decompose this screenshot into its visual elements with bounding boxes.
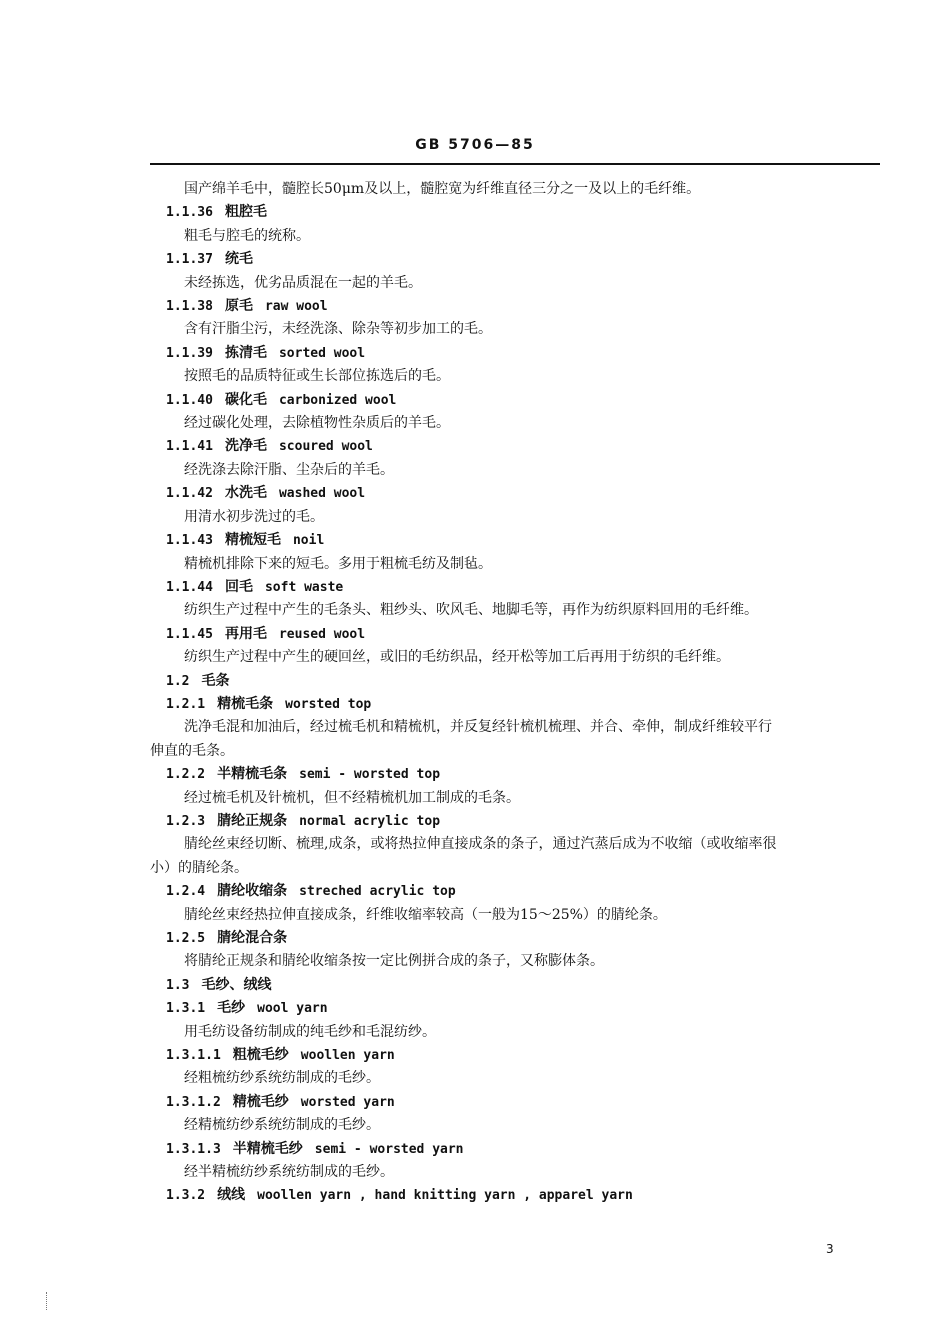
- term-chinese: 半精梳毛纱: [232, 1140, 303, 1157]
- term-chinese: 精梳毛条: [217, 695, 274, 712]
- definition-text: 纺织生产过程中产生的毛条头、粗纱头、吹风毛、地脚毛等，再作为纺织原料回用的毛纤维。: [184, 602, 758, 619]
- definition-text: 腈纶丝束经切断、梳理,成条，或将热拉伸直接成条的条子，通过汽蒸后成为不收缩（或收缩率很: [184, 836, 777, 853]
- term-number: 1.1.40: [166, 392, 213, 408]
- term-number: 1.3.2: [166, 1188, 206, 1204]
- term-heading: [150, 295, 880, 318]
- term-chinese: 回毛: [224, 578, 253, 595]
- term-english: washed wool: [278, 486, 366, 502]
- term-english: reused wool: [278, 626, 366, 642]
- term-english: streched acrylic top: [299, 884, 456, 900]
- term-number: 1.1.39: [166, 345, 213, 361]
- term-heading: [150, 1044, 880, 1067]
- term-english: semi - worsted yarn: [314, 1141, 464, 1157]
- term-number: 1.1.36: [166, 205, 213, 221]
- definition-text: 未经拣选，优劣品质混在一起的羊毛。: [184, 274, 422, 291]
- definition-text: 将腈纶正规条和腈纶收缩条按一定比例拼合成的条子，又称膨体条。: [184, 953, 604, 970]
- term-number: 1.2.1: [166, 696, 206, 712]
- term-heading: [150, 997, 880, 1020]
- term-heading: [150, 880, 880, 903]
- term-chinese: 粗腔毛: [224, 204, 267, 221]
- term-english: woollen yarn , hand knitting yarn , apparel yarn: [257, 1188, 633, 1204]
- definition-text: 经精梳纺纱系统纺制成的毛纱。: [184, 1117, 380, 1134]
- header-rule: [150, 163, 880, 165]
- term-english: woollen yarn: [300, 1048, 395, 1064]
- term-chinese: 拣清毛: [224, 344, 267, 361]
- term-english: raw wool: [264, 299, 328, 315]
- page-number: 3: [826, 1242, 834, 1256]
- definition-text: 粗毛与腔毛的统称。: [184, 227, 310, 244]
- term-heading: [150, 248, 880, 271]
- document-body: [150, 178, 880, 1208]
- term-chinese: 精梳毛纱: [232, 1093, 289, 1110]
- term-heading: [150, 974, 880, 997]
- definition-continuation: 小）的腈纶条。: [150, 859, 248, 876]
- definition-text: 国产绵羊毛中，髓腔长50μm及以上，髓腔宽为纤维直径三分之一及以上的毛纤维。: [184, 181, 701, 197]
- term-chinese: 碳化毛: [224, 391, 267, 408]
- definition-continuation: 伸直的毛条。: [150, 742, 234, 759]
- term-chinese: 毛纱: [217, 1000, 246, 1017]
- term-number: 1.3.1.3: [166, 1141, 221, 1157]
- term-chinese: 毛纱、绒线: [201, 976, 272, 993]
- term-number: 1.3.1.2: [166, 1094, 221, 1110]
- definition-text: 经过碳化处理，去除植物性杂质后的羊毛。: [184, 415, 450, 432]
- term-english: worsted yarn: [300, 1094, 395, 1110]
- term-number: 1.3.1: [166, 1001, 206, 1017]
- term-heading: [150, 482, 880, 505]
- term-number: 1.1.45: [166, 626, 213, 642]
- definition-text: 经半精梳纺纱系统纺制成的毛纱。: [184, 1164, 394, 1181]
- term-number: 1.2.5: [166, 931, 206, 946]
- definition-text: 经过梳毛机及针梳机，但不经精梳机加工制成的毛条。: [184, 789, 520, 806]
- term-chinese: 腈纶收缩条: [217, 883, 288, 900]
- term-heading: [150, 342, 880, 365]
- term-heading: [150, 1091, 880, 1114]
- term-chinese: 水洗毛: [224, 485, 267, 502]
- term-english: semi - worsted top: [299, 767, 441, 783]
- term-number: 1.2.4: [166, 884, 206, 900]
- definition-text: 用毛纺设备纺制成的纯毛纱和毛混纺纱。: [184, 1023, 436, 1040]
- term-chinese: 粗梳毛纱: [232, 1047, 289, 1064]
- term-heading: [150, 693, 880, 716]
- term-heading: [150, 389, 880, 412]
- definition-text: 经洗涤去除汗脂、尘杂后的羊毛。: [184, 461, 394, 478]
- term-heading: [150, 435, 880, 458]
- term-number: 1.1.41: [166, 439, 213, 455]
- term-chinese: 洗净毛: [224, 438, 267, 455]
- term-number: 1.1.38: [166, 299, 213, 315]
- definition-text: 精梳机排除下来的短毛。多用于粗梳毛纺及制毡。: [184, 555, 492, 572]
- term-heading: [150, 576, 880, 599]
- term-chinese: 腈纶正规条: [217, 812, 288, 829]
- term-heading: [150, 670, 880, 693]
- term-number: 1.2.2: [166, 767, 206, 783]
- scan-mark: [46, 1292, 50, 1310]
- term-number: 1.2: [166, 673, 190, 689]
- term-number: 1.1.42: [166, 486, 213, 502]
- term-english: normal acrylic top: [299, 813, 441, 829]
- term-heading: [150, 201, 880, 224]
- term-number: 1.1.37: [166, 252, 213, 268]
- term-chinese: 统毛: [224, 251, 253, 268]
- definition-text: 腈纶丝束经热拉伸直接成条，纤维收缩率较高（一般为15～25%）的腈纶条。: [184, 906, 667, 923]
- term-number: 1.3: [166, 977, 190, 993]
- term-english: sorted wool: [278, 345, 366, 361]
- term-english: carbonized wool: [278, 392, 397, 408]
- term-number: 1.1.43: [166, 533, 213, 549]
- definition-text: 经粗梳纺纱系统纺制成的毛纱。: [184, 1070, 380, 1087]
- term-heading: [150, 1138, 880, 1161]
- definition-text: 用清水初步洗过的毛。: [184, 508, 324, 525]
- definition-text: 洗净毛混和加油后，经过梳毛机和精梳机，并反复经针梳机梳理、并合、牵伸，制成纤维较平行: [184, 719, 772, 736]
- term-english: soft waste: [264, 579, 344, 595]
- term-number: 1.3.1.1: [166, 1048, 221, 1064]
- term-heading: [150, 927, 880, 950]
- definition-text: 纺织生产过程中产生的硬回丝，或旧的毛纺织品，经开松等加工后再用于纺织的毛纤维。: [184, 649, 730, 666]
- term-heading: [150, 623, 880, 646]
- term-english: wool yarn: [257, 1001, 328, 1017]
- term-heading: [150, 763, 880, 786]
- term-chinese: 半精梳毛条: [217, 766, 288, 783]
- term-chinese: 腈纶混合条: [217, 930, 288, 946]
- term-chinese: 毛条: [201, 672, 230, 689]
- term-heading: [150, 529, 880, 552]
- term-heading: [150, 1184, 880, 1207]
- term-english: noil: [292, 533, 325, 549]
- term-chinese: 绒线: [217, 1187, 246, 1204]
- term-chinese: 原毛: [224, 298, 253, 315]
- term-english: scoured wool: [278, 439, 373, 455]
- definition-text: 含有汗脂尘污，未经洗涤、除杂等初步加工的毛。: [184, 321, 492, 338]
- term-number: 1.1.44: [166, 579, 213, 595]
- term-chinese: 精梳短毛: [224, 532, 281, 549]
- term-english: worsted top: [285, 696, 372, 712]
- term-number: 1.2.3: [166, 813, 206, 829]
- definition-text: 按照毛的品质特征或生长部位拣选后的毛。: [184, 368, 450, 385]
- term-heading: [150, 810, 880, 833]
- page-header: GB 5706—85: [415, 137, 535, 153]
- term-chinese: 再用毛: [224, 625, 267, 642]
